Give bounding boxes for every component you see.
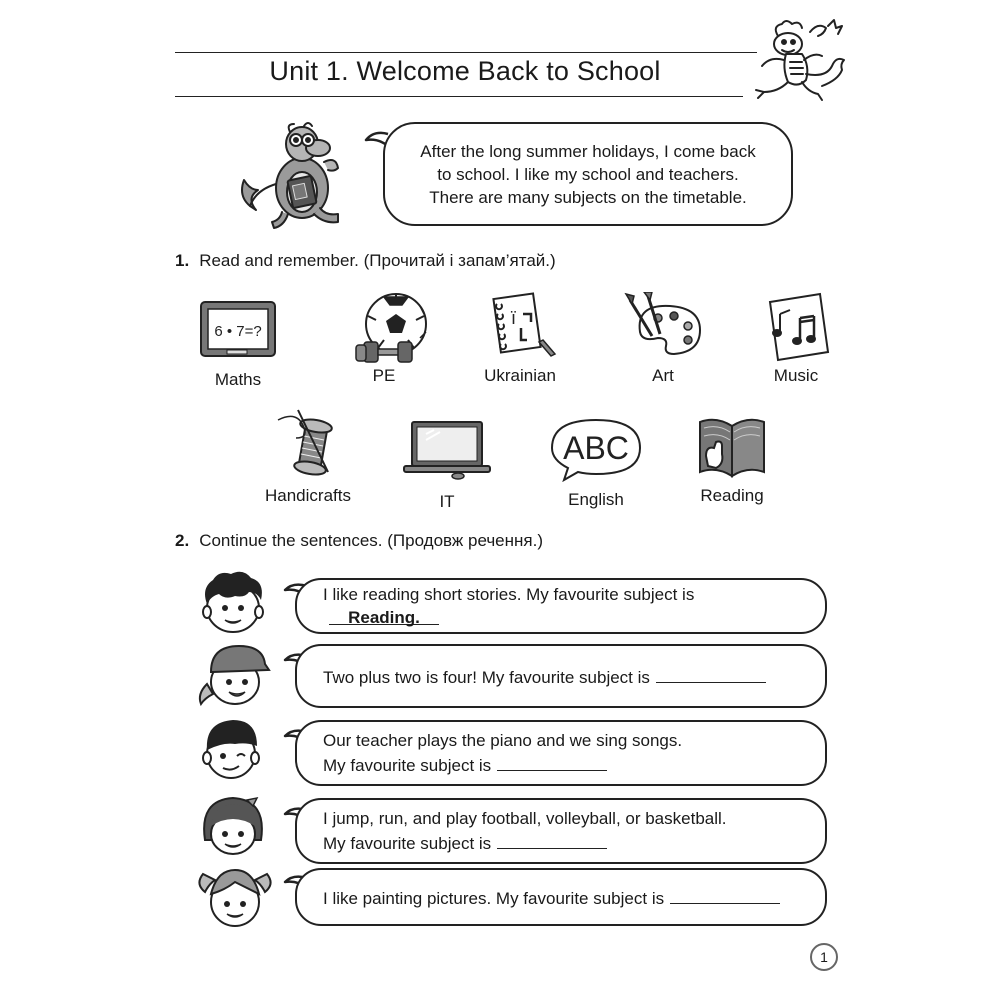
boy-short-hair-avatar-icon [195, 714, 271, 784]
task-1-heading [175, 251, 556, 271]
football-dumbbell-icon [334, 292, 434, 364]
subject-label: Music [773, 366, 819, 385]
subject-label: Handicrafts [265, 486, 351, 505]
subject-label: Art [652, 366, 674, 385]
abc-bubble-icon [546, 416, 646, 482]
abc-text: ABC [563, 430, 629, 466]
page-title: Unit 1. Welcome Back to School [269, 56, 661, 86]
svg-text:ї: ї [511, 308, 517, 328]
task-1-number: 1. [175, 251, 190, 270]
task-1-text: Read and remember. (Прочитай і запам’ятай.) [199, 251, 556, 270]
subject-maths [168, 296, 308, 390]
sentence-bubble [295, 644, 827, 708]
chalkboard-icon [197, 296, 279, 364]
sentence-row [195, 640, 835, 710]
intro-line: There are many subjects on the timetable. [429, 187, 747, 207]
subject-music [726, 292, 866, 386]
subject-label: PE [372, 366, 396, 385]
notebook-icon [475, 292, 565, 364]
boy-curly-hair-avatar-icon [195, 570, 271, 636]
sentence-text: Two plus two is four! My favourite subject is [323, 667, 650, 687]
sentence-bubble [295, 868, 827, 926]
subject-ukrainian [450, 292, 590, 386]
intro-speech-bubble [383, 122, 793, 226]
subject-label: IT [439, 492, 455, 511]
sentence-row [195, 714, 835, 784]
sentence-bubble [295, 720, 827, 786]
title-bottom-rule [175, 96, 743, 97]
sentence-bubble [295, 578, 827, 634]
answer-blank[interactable]: Reading. [329, 606, 439, 625]
subject-label: Ukrainian [484, 366, 556, 385]
subject-label: English [568, 490, 624, 509]
music-notes-icon [756, 292, 836, 364]
page-number: 1 [810, 943, 838, 971]
subject-label: Reading [700, 486, 764, 505]
subject-label: Maths [214, 370, 262, 389]
sentence-bubble [295, 798, 827, 864]
task-2-text: Continue the sentences. (Продовж речення.) [199, 531, 544, 550]
girl-bob-hair-avatar-icon [195, 792, 271, 862]
chalkboard-text: 6 • 7=? [214, 323, 262, 340]
subject-english [526, 416, 666, 510]
task-2-number: 2. [175, 531, 190, 550]
subject-it [377, 418, 517, 512]
girl-cap-ponytail-avatar-icon [195, 640, 271, 710]
answer-blank[interactable] [656, 664, 766, 683]
sentence-row [195, 570, 835, 640]
sentence-text: Our teacher plays the piano and we sing songs. [323, 731, 683, 750]
answer-blank[interactable] [670, 885, 780, 904]
answer-blank[interactable] [497, 752, 607, 771]
dinosaur-reading-icon [236, 122, 354, 234]
sentence-text: I like painting pictures. My favourite subject is [323, 888, 665, 908]
dragon-mascot-icon [748, 14, 848, 110]
intro-line: to school. I like my school and teachers. [437, 164, 739, 184]
subject-handicrafts [238, 406, 378, 506]
palette-icon [618, 292, 708, 364]
subject-art [593, 292, 733, 386]
open-book-icon [692, 412, 772, 482]
sentence-row [195, 792, 835, 862]
sentence-text-line2: My favourite subject is [323, 756, 492, 775]
laptop-icon [402, 418, 492, 480]
sentence-text: I like reading short stories. My favourite subject is [323, 585, 695, 604]
subject-reading [662, 412, 802, 506]
sentence-row [195, 864, 835, 934]
girl-pigtails-avatar-icon [195, 864, 275, 930]
task-2-heading [175, 531, 543, 551]
subject-pe [314, 292, 454, 386]
sentence-text-line2: My favourite subject is [323, 834, 492, 853]
sentence-text: I jump, run, and play football, volleyball, or basketball. [323, 809, 727, 828]
answer-blank[interactable] [497, 830, 607, 849]
title-top-rule [175, 52, 757, 53]
intro-line: After the long summer holidays, I come back [420, 141, 756, 161]
thread-spool-icon [268, 406, 348, 482]
